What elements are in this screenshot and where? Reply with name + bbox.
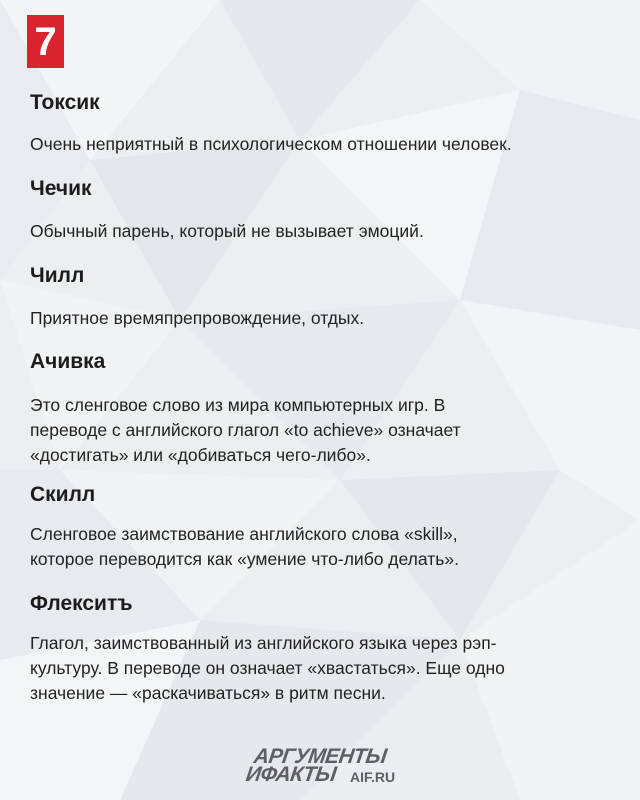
logo-line-1: АРГУМЕНТЫ bbox=[252, 745, 388, 768]
definition-line: переводе с английского глагол «to achieve» означает bbox=[30, 420, 461, 440]
term-definition bbox=[30, 631, 615, 706]
definition-line: значение — «раскачиваться» в ритм песни. bbox=[30, 683, 386, 703]
term-heading: Чечик bbox=[30, 177, 92, 200]
page-number-badge bbox=[27, 15, 64, 68]
term-heading: Флекситъ bbox=[30, 592, 133, 615]
logo-line-2: ИФАКТЫ bbox=[244, 763, 338, 786]
term-heading: Чилл bbox=[30, 264, 85, 287]
definition-line: культуру. В переводе он означает «хвастаться». Еще одно bbox=[30, 658, 505, 678]
logo-domain: AIF.RU bbox=[350, 769, 396, 785]
term-definition: Приятное времяпрепровождение, отдых. bbox=[30, 308, 365, 328]
entry-chechik bbox=[30, 176, 620, 241]
entry-flexit bbox=[30, 591, 620, 703]
definition-line: которое переводится как «умение что-либо делать». bbox=[30, 549, 459, 569]
page-number: 7 bbox=[34, 19, 57, 64]
entry-skill bbox=[30, 482, 620, 569]
definition-line: Это сленговое слово из мира компьютерных игр. В bbox=[30, 395, 446, 415]
term-definition: Очень неприятный в психологическом отношении человек. bbox=[30, 134, 512, 154]
aif-logo bbox=[246, 747, 410, 787]
term-heading: Скилл bbox=[30, 483, 96, 506]
term-heading: Токсик bbox=[30, 91, 100, 114]
entry-achivka bbox=[30, 349, 620, 465]
term-heading: Ачивка bbox=[30, 350, 106, 373]
entry-toksik bbox=[30, 90, 620, 154]
term-definition bbox=[30, 522, 615, 572]
definition-line: «достигать» или «добиваться чего-либо». bbox=[30, 445, 371, 465]
entry-chill bbox=[30, 263, 620, 328]
definition-line: Глагол, заимствованный из английского языка через рэп- bbox=[30, 633, 497, 653]
term-definition: Обычный парень, который не вызывает эмоций. bbox=[30, 221, 424, 241]
definition-line: Сленговое заимствование английского слова «skill», bbox=[30, 524, 458, 544]
term-definition bbox=[30, 393, 615, 468]
